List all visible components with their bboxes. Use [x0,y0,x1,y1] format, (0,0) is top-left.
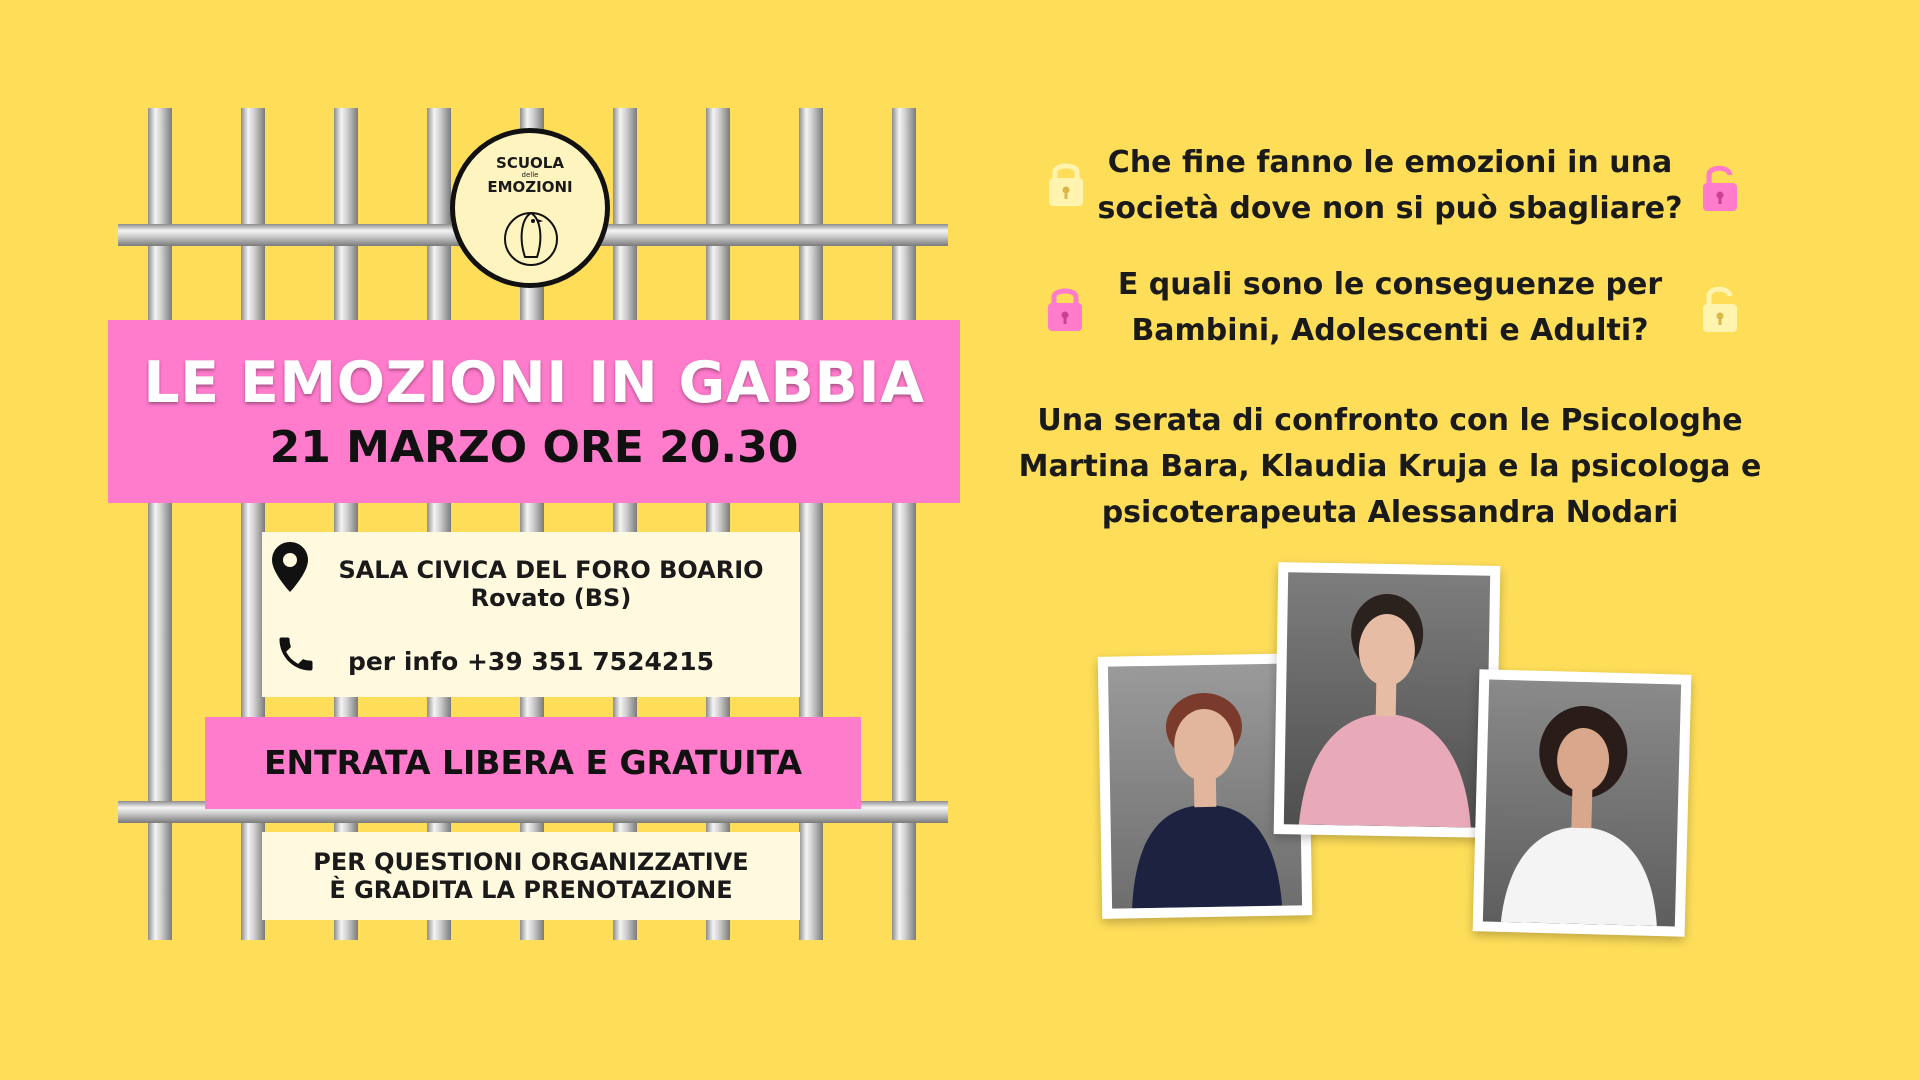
note-line1: PER QUESTIONI ORGANIZZATIVE [313,848,749,876]
event-description [1000,398,1780,536]
event-date: 21 MARZO ORE 20.30 [269,422,799,473]
description-line1: Una serata di confronto con le Psicologhe [1037,403,1743,438]
question-1-line1: Che fine fanno le emozioni in una [1107,145,1673,180]
portrait-figure [1483,680,1681,927]
padlock-open-icon [1700,163,1740,213]
padlock-closed-icon [1045,283,1085,333]
description-line2: Martina Bara, Klaudia Kruja e la psicologa e [1018,449,1762,484]
photo-psychologist-3 [1473,669,1692,936]
note-line2: È GRADITA LA PRENOTAZIONE [329,876,733,904]
event-title: LE EMOZIONI IN GABBIA [143,350,925,416]
question-1 [1090,140,1690,232]
location-city: Rovato (BS) [470,584,632,612]
portrait-figure [1108,663,1302,908]
note-box [262,832,800,920]
logo-text-line2: delle [521,171,539,179]
portrait-figure [1284,572,1490,827]
padlock-closed-icon [1046,158,1086,208]
padlock-open-icon [1700,284,1740,334]
logo-text-line1: SCUOLA [496,154,564,172]
entry-banner: ENTRATA LIBERA E GRATUITA [205,717,861,809]
logo-text-line3: EMOZIONI [487,178,573,196]
description-line3: psicoterapeuta Alessandra Nodari [1101,495,1679,530]
question-2 [1090,262,1690,354]
title-banner [108,320,960,503]
school-logo [450,128,610,288]
location-venue: SALA CIVICA DEL FORO BOARIO [338,556,764,584]
photo-psychologist-2 [1274,562,1501,838]
info-box [262,532,800,697]
contact-info: per info +39 351 7524215 [347,647,715,676]
question-2-line1: E quali sono le conseguenze per [1117,267,1663,302]
question-1-line2: società dove non si può sbagliare? [1097,191,1683,226]
penguin-icon [491,199,571,269]
question-2-line2: Bambini, Adolescenti e Adulti? [1131,313,1649,348]
